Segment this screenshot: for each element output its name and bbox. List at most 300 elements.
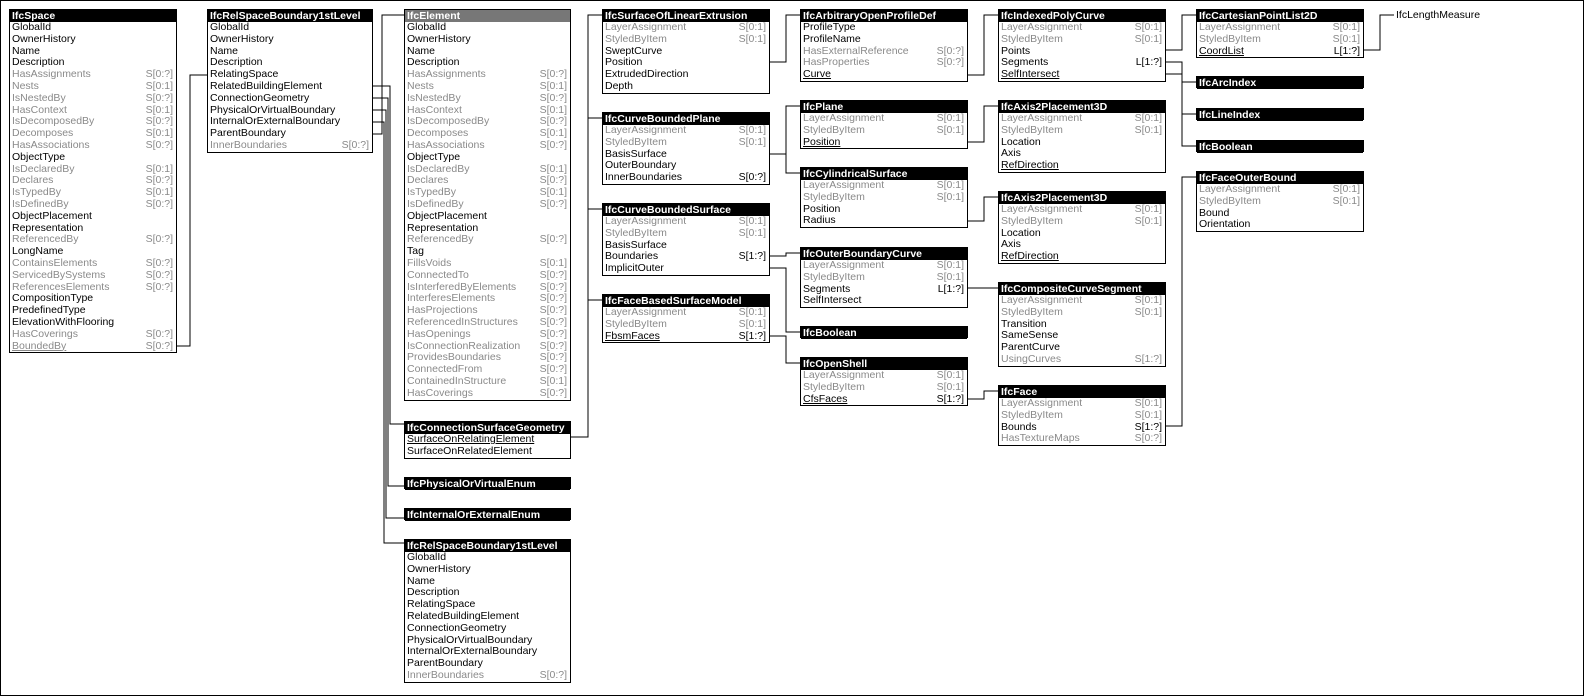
attribute-cardinality: S[0:?] — [145, 233, 173, 246]
attribute-cardinality: S[1:?] — [936, 392, 964, 405]
attribute-row — [405, 152, 570, 164]
attribute-cardinality: S[0:?] — [1134, 432, 1162, 445]
entity-face[interactable] — [998, 385, 1166, 446]
attribute-name: Decomposes — [12, 127, 74, 140]
attribute-row — [405, 329, 570, 341]
attribute-name: ObjectType — [407, 150, 461, 163]
attribute-name: InnerBoundaries — [210, 138, 288, 151]
attribute-name: RefDirection — [1001, 159, 1059, 172]
entity-title: IfcPlane — [801, 101, 967, 113]
attribute-cardinality: S[0:1] — [1134, 21, 1162, 33]
attribute-name: StyledByItem — [605, 226, 667, 239]
attribute-row — [999, 354, 1165, 366]
attribute-name: InternalOrExternalBoundary — [407, 645, 538, 658]
attribute-name: Position — [803, 135, 841, 148]
attribute-row — [405, 564, 570, 576]
attribute-name: ReferencesElements — [12, 280, 110, 293]
attribute-name: SelfIntersect — [1001, 68, 1060, 81]
entity-cbs[interactable] — [602, 203, 770, 276]
attribute-cardinality: S[0:?] — [145, 68, 173, 81]
attribute-cardinality: S[0:?] — [936, 56, 964, 69]
attribute-cardinality: S[0:1] — [738, 21, 766, 33]
attribute-row — [405, 388, 570, 400]
attribute-cardinality: S[0:?] — [145, 174, 173, 187]
attribute-row — [999, 410, 1165, 422]
attribute-name: LayerAssignment — [605, 124, 687, 136]
entity-title: IfcRelSpaceBoundary1stLevel — [208, 10, 372, 22]
entity-title: IfcFaceBasedSurfaceModel — [603, 295, 769, 307]
entity-title: IfcSurfaceOfLinearExtrusion — [603, 10, 769, 22]
attribute-cardinality: S[0:?] — [936, 44, 964, 57]
entity-bool2[interactable] — [1196, 140, 1364, 152]
entity-title: IfcCurveBoundedPlane — [603, 113, 769, 125]
attribute-name: Name — [210, 44, 239, 57]
attribute-name: StyledByItem — [1199, 194, 1261, 207]
attribute-name: Location — [1001, 226, 1041, 239]
attribute-name: GlobalId — [210, 21, 250, 33]
attribute-name: RelatedBuildingElement — [210, 79, 323, 92]
attribute-name: IsInterferedByElements — [407, 280, 517, 293]
attribute-cardinality: S[0:1] — [1332, 183, 1360, 195]
attribute-row — [405, 34, 570, 46]
attribute-row — [999, 69, 1165, 81]
entity-title: IfcRelSpaceBoundary1stLevel — [405, 540, 570, 552]
attribute-name: Description — [12, 56, 65, 69]
attribute-cardinality: S[1:?] — [738, 250, 766, 263]
attribute-name: StyledByItem — [605, 32, 667, 45]
attribute-name: HasOpenings — [407, 327, 471, 340]
attribute-name: Name — [12, 44, 41, 57]
attribute-name: StyledByItem — [1199, 32, 1261, 45]
attribute-name: Tag — [407, 245, 424, 258]
attribute-name: Curve — [803, 68, 832, 81]
attribute-name: StyledByItem — [1001, 123, 1063, 136]
attribute-cardinality: S[0:1] — [936, 190, 964, 203]
attribute-cardinality: S[0:?] — [539, 115, 567, 128]
attribute-cardinality: S[0:1] — [539, 103, 567, 116]
entity-title: IfcCurveBoundedSurface — [603, 204, 769, 216]
attribute-row — [10, 317, 176, 329]
attribute-row — [405, 611, 570, 623]
attribute-name: Boundaries — [605, 250, 659, 263]
attribute-row — [801, 69, 967, 81]
attribute-name: LayerAssignment — [605, 215, 687, 227]
attribute-name: BoundedBy — [12, 339, 67, 352]
relationship-line — [571, 118, 602, 437]
attribute-name: ContainedInStructure — [407, 374, 507, 387]
attribute-cardinality: S[0:1] — [738, 124, 766, 136]
attribute-cardinality: S[0:1] — [738, 226, 766, 239]
entity-bool1[interactable] — [800, 326, 968, 338]
attribute-cardinality: S[0:?] — [539, 351, 567, 364]
attribute-name: OwnerHistory — [407, 32, 471, 45]
attribute-name: LayerAssignment — [1199, 183, 1281, 195]
attribute-cardinality: S[0:?] — [539, 668, 567, 681]
relationship-line — [1166, 177, 1196, 426]
attribute-name: HasTextureMaps — [1001, 432, 1080, 445]
attribute-row — [208, 81, 372, 93]
entity-oshell[interactable] — [800, 357, 968, 406]
attribute-name: RelatedBuildingElement — [407, 609, 520, 622]
attribute-cardinality: S[0:1] — [539, 127, 567, 140]
attribute-row — [405, 211, 570, 223]
relationship-line — [1166, 15, 1196, 50]
entity-plane[interactable] — [800, 100, 968, 149]
attribute-name: StyledByItem — [803, 123, 865, 136]
entity-element[interactable] — [404, 9, 571, 401]
attribute-name: IsDeclaredBy — [12, 162, 75, 175]
attribute-row — [603, 81, 769, 93]
attribute-row — [999, 160, 1165, 172]
attribute-cardinality: S[0:?] — [539, 363, 567, 376]
attribute-cardinality: S[1:?] — [738, 329, 766, 342]
attribute-name: Description — [210, 56, 263, 69]
attribute-name: ServicedBySystems — [12, 268, 106, 281]
relationship-line — [770, 336, 800, 363]
attribute-name: UsingCurves — [1001, 352, 1062, 365]
attribute-cardinality: S[0:?] — [539, 315, 567, 328]
attribute-name: OwnerHistory — [12, 32, 76, 45]
relationship-line — [770, 154, 800, 173]
attribute-cardinality: S[0:1] — [539, 186, 567, 199]
attribute-name: IsDefinedBy — [407, 197, 464, 210]
attribute-name: ConnectionGeometry — [210, 91, 310, 104]
entity-aopd[interactable] — [800, 9, 968, 82]
attribute-name: LayerAssignment — [1199, 21, 1281, 33]
entity-title: IfcIndexedPolyCurve — [999, 10, 1165, 22]
entity-physenum[interactable] — [404, 477, 571, 489]
attribute-name: LayerAssignment — [1001, 21, 1083, 33]
entity-title: IfcFaceOuterBound — [1197, 172, 1363, 184]
attribute-row — [405, 446, 570, 458]
attribute-cardinality: S[0:1] — [539, 162, 567, 175]
attribute-name: Declares — [12, 174, 54, 187]
attribute-row — [10, 34, 176, 46]
attribute-cardinality: S[0:1] — [145, 79, 173, 92]
entity-cpl2d[interactable] — [1196, 9, 1364, 58]
attribute-row — [208, 140, 372, 152]
attribute-row — [801, 215, 967, 227]
attribute-name: SurfaceOnRelatingElement — [407, 433, 535, 445]
attribute-cardinality: S[0:?] — [145, 197, 173, 210]
attribute-name: OwnerHistory — [407, 562, 471, 575]
attribute-cardinality: S[0:1] — [1332, 21, 1360, 33]
attribute-cardinality: L[1:?] — [1333, 44, 1360, 57]
attribute-name: Depth — [605, 79, 634, 92]
attribute-cardinality: S[0:?] — [539, 304, 567, 317]
attribute-cardinality: L[1:?] — [937, 282, 964, 295]
attribute-row — [405, 317, 570, 329]
attribute-row — [801, 192, 967, 204]
attribute-row — [603, 319, 769, 331]
attribute-row — [405, 258, 570, 270]
attribute-row — [405, 234, 570, 246]
attribute-name: ProvidesBoundaries — [407, 351, 501, 364]
entity-lenmeas[interactable] — [1394, 9, 1514, 21]
attribute-row — [10, 270, 176, 282]
attribute-row — [405, 199, 570, 211]
entity-connsurf[interactable] — [404, 421, 571, 459]
attribute-cardinality: S[0:?] — [539, 292, 567, 305]
attribute-cardinality: S[0:1] — [1134, 294, 1162, 306]
attribute-name: StyledByItem — [803, 190, 865, 203]
attribute-name: ProfileName — [803, 32, 861, 45]
attribute-name: Segments — [1001, 56, 1049, 69]
attribute-name: Location — [1001, 135, 1041, 148]
attribute-row — [405, 376, 570, 388]
entity-arcidx[interactable] — [1196, 76, 1364, 88]
attribute-cardinality: S[0:1] — [1134, 203, 1162, 215]
attribute-cardinality: S[1:?] — [1134, 352, 1162, 365]
relationship-line — [1364, 15, 1394, 50]
relationship-line — [968, 15, 998, 75]
attribute-name: HasContext — [407, 103, 462, 116]
attribute-row — [999, 137, 1165, 149]
attribute-name: HasAssignments — [407, 68, 486, 81]
attribute-cardinality: S[0:1] — [738, 32, 766, 45]
attribute-name: Bounds — [1001, 420, 1037, 433]
attribute-name: ConnectionGeometry — [407, 621, 507, 634]
entity-ccs[interactable] — [998, 282, 1166, 367]
attribute-name: FbsmFaces — [605, 329, 660, 342]
attribute-cardinality: S[0:1] — [1134, 214, 1162, 227]
attribute-cardinality: S[0:?] — [539, 327, 567, 340]
attribute-name: LayerAssignment — [605, 21, 687, 33]
attribute-row — [10, 329, 176, 341]
attribute-name: InnerBoundaries — [407, 668, 485, 681]
attribute-name: Nests — [12, 79, 39, 92]
entity-space[interactable] — [9, 9, 177, 353]
attribute-name: ElevationWithFlooring — [12, 315, 115, 328]
attribute-row — [10, 140, 176, 152]
attribute-name: ReferencedInStructures — [407, 315, 518, 328]
relationship-line — [770, 253, 800, 256]
attribute-name: Nests — [407, 79, 434, 92]
attribute-name: OuterBoundary — [605, 159, 677, 172]
attribute-name: LongName — [12, 245, 64, 258]
entity-cbp[interactable] — [602, 112, 770, 185]
attribute-cardinality: S[0:1] — [1332, 194, 1360, 207]
attribute-name: Radius — [803, 214, 836, 227]
attribute-name: Representation — [12, 221, 84, 234]
attribute-name: Bound — [1199, 206, 1230, 219]
attribute-row — [999, 125, 1165, 137]
attribute-name: StyledByItem — [803, 380, 865, 393]
attribute-cardinality: S[0:1] — [936, 179, 964, 191]
entity-ipc[interactable] — [998, 9, 1166, 82]
attribute-name: BasisSurface — [605, 147, 667, 160]
attribute-cardinality: S[0:?] — [145, 256, 173, 269]
attribute-cardinality: S[0:?] — [539, 91, 567, 104]
attribute-row — [10, 341, 176, 353]
attribute-cardinality: S[0:?] — [145, 138, 173, 151]
attribute-name: HasExternalReference — [803, 44, 909, 57]
attribute-cardinality: S[0:?] — [738, 171, 766, 184]
entity-title: IfcAxis2Placement3D — [999, 192, 1165, 204]
attribute-row — [10, 93, 176, 105]
attribute-cardinality: S[0:1] — [936, 380, 964, 393]
attribute-name: IsTypedBy — [12, 186, 62, 199]
relationship-line — [1166, 74, 1196, 146]
entity-rel1[interactable] — [207, 9, 373, 153]
attribute-cardinality: S[0:1] — [1134, 123, 1162, 136]
attribute-name: RelatingSpace — [210, 68, 279, 81]
attribute-name: FillsVoids — [407, 256, 452, 269]
attribute-name: CoordList — [1199, 44, 1244, 57]
attribute-row — [603, 263, 769, 275]
relationship-line — [1166, 62, 1196, 114]
attribute-cardinality: S[0:?] — [539, 268, 567, 281]
entity-rel2[interactable] — [404, 539, 571, 683]
attribute-name: RelatingSpace — [407, 598, 476, 611]
entity-obc[interactable] — [800, 247, 968, 308]
attribute-name: SelfIntersect — [803, 294, 862, 307]
attribute-cardinality: S[0:?] — [145, 280, 173, 293]
attribute-cardinality: S[0:1] — [145, 127, 173, 140]
attribute-name: StyledByItem — [605, 317, 667, 330]
attribute-row — [10, 258, 176, 270]
attribute-name: Declares — [407, 174, 449, 187]
attribute-name: Points — [1001, 44, 1031, 57]
attribute-name: ConnectedTo — [407, 268, 469, 281]
attribute-row — [603, 331, 769, 343]
attribute-row — [999, 216, 1165, 228]
attribute-name: LayerAssignment — [1001, 112, 1083, 124]
attribute-cardinality: S[0:1] — [1134, 408, 1162, 421]
attribute-cardinality: S[0:?] — [145, 268, 173, 281]
attribute-name: HasProjections — [407, 304, 478, 317]
attribute-row — [999, 433, 1165, 445]
relationship-line — [968, 106, 998, 142]
relationship-line — [770, 268, 800, 332]
attribute-name: StyledByItem — [1001, 214, 1063, 227]
attribute-cardinality: S[0:1] — [145, 186, 173, 199]
attribute-name: Name — [407, 574, 436, 587]
attribute-cardinality: S[0:1] — [539, 79, 567, 92]
attribute-name: LayerAssignment — [803, 179, 885, 191]
attribute-name: SameSense — [1001, 329, 1059, 342]
entity-title: IfcLengthMeasure — [1394, 9, 1514, 21]
attribute-cardinality: S[0:1] — [738, 215, 766, 227]
relationship-line — [571, 15, 602, 437]
attribute-cardinality: S[0:1] — [936, 270, 964, 283]
entity-a2p2[interactable] — [998, 191, 1166, 264]
attribute-row — [405, 140, 570, 152]
relationship-line — [177, 75, 207, 346]
attribute-name: Description — [407, 586, 460, 599]
attribute-name: StyledByItem — [1001, 305, 1063, 318]
attribute-cardinality: S[0:?] — [145, 327, 173, 340]
entity-lineidx[interactable] — [1196, 108, 1364, 120]
attribute-name: LayerAssignment — [605, 306, 687, 318]
attribute-name: ConnectedFrom — [407, 363, 483, 376]
attribute-name: InternalOrExternalBoundary — [210, 115, 341, 128]
attribute-cardinality: S[0:?] — [341, 138, 369, 151]
entity-title: IfcPhysicalOrVirtualEnum — [405, 478, 570, 490]
attribute-name: StyledByItem — [803, 270, 865, 283]
attribute-row — [801, 272, 967, 284]
attribute-cardinality: S[0:1] — [145, 162, 173, 175]
attribute-name: Decomposes — [407, 127, 469, 140]
attribute-cardinality: S[0:1] — [539, 374, 567, 387]
attribute-row — [1197, 46, 1363, 58]
entity-title: IfcInternalOrExternalEnum — [405, 509, 570, 521]
attribute-name: LayerAssignment — [803, 369, 885, 381]
attribute-row — [10, 211, 176, 223]
entity-title: IfcOpenShell — [801, 358, 967, 370]
attribute-name: InnerBoundaries — [605, 171, 683, 184]
attribute-row — [801, 394, 967, 406]
attribute-name: InterferesElements — [407, 292, 496, 305]
attribute-name: IsConnectionRealization — [407, 339, 521, 352]
entity-title: IfcCartesianPointList2D — [1197, 10, 1363, 22]
attribute-cardinality: S[0:1] — [936, 259, 964, 271]
attribute-name: HasAssociations — [12, 138, 90, 151]
attribute-cardinality: S[0:1] — [738, 306, 766, 318]
attribute-name: ImplicitOuter — [605, 262, 664, 275]
entity-a2p1[interactable] — [998, 100, 1166, 173]
attribute-row — [10, 81, 176, 93]
entity-title: IfcCompositeCurveSegment — [999, 283, 1165, 295]
attribute-cardinality: S[0:1] — [936, 369, 964, 381]
attribute-cardinality: S[0:?] — [539, 138, 567, 151]
attribute-name: Representation — [407, 221, 479, 234]
attribute-cardinality: S[0:1] — [738, 317, 766, 330]
entity-cyl[interactable] — [800, 167, 968, 228]
attribute-cardinality: S[0:1] — [1134, 397, 1162, 409]
attribute-name: ReferencedBy — [407, 233, 474, 246]
attribute-name: SurfaceOnRelatedElement — [407, 444, 532, 457]
attribute-name: Orientation — [1199, 218, 1251, 231]
attribute-name: StyledByItem — [1001, 408, 1063, 421]
attribute-name: StyledByItem — [1001, 32, 1063, 45]
attribute-row — [405, 623, 570, 635]
attribute-name: LayerAssignment — [803, 112, 885, 124]
attribute-cardinality: S[0:?] — [145, 339, 173, 352]
attribute-cardinality: S[0:1] — [1134, 32, 1162, 45]
attribute-name: StyledByItem — [605, 135, 667, 148]
entity-title: IfcSpace — [10, 10, 176, 22]
attribute-name: IsTypedBy — [407, 186, 457, 199]
attribute-row — [603, 137, 769, 149]
entity-fob[interactable] — [1196, 171, 1364, 232]
attribute-cardinality: S[0:?] — [539, 339, 567, 352]
attribute-name: PhysicalOrVirtualBoundary — [210, 103, 336, 116]
entity-title: IfcLineIndex — [1197, 109, 1363, 121]
attribute-name: ObjectType — [12, 150, 66, 163]
attribute-name: ReferencedBy — [12, 233, 79, 246]
attribute-row — [603, 228, 769, 240]
attribute-row — [1197, 219, 1363, 231]
entity-fbsm[interactable] — [602, 294, 770, 343]
attribute-name: Axis — [1001, 147, 1021, 160]
attribute-name: LayerAssignment — [1001, 397, 1083, 409]
entity-sole[interactable] — [602, 9, 770, 94]
attribute-name: RefDirection — [1001, 250, 1059, 263]
attribute-row — [208, 34, 372, 46]
entity-title: IfcArcIndex — [1197, 77, 1363, 89]
attribute-name: CfsFaces — [803, 392, 848, 405]
attribute-name: IsDecomposedBy — [12, 115, 95, 128]
entity-title: IfcAxis2Placement3D — [999, 101, 1165, 113]
attribute-cardinality: S[0:?] — [539, 386, 567, 399]
attribute-cardinality: S[0:1] — [1332, 32, 1360, 45]
attribute-row — [405, 270, 570, 282]
attribute-row — [405, 93, 570, 105]
entity-intenum[interactable] — [404, 508, 571, 520]
attribute-name: Position — [605, 56, 643, 69]
attribute-name: IsNestedBy — [407, 91, 461, 104]
